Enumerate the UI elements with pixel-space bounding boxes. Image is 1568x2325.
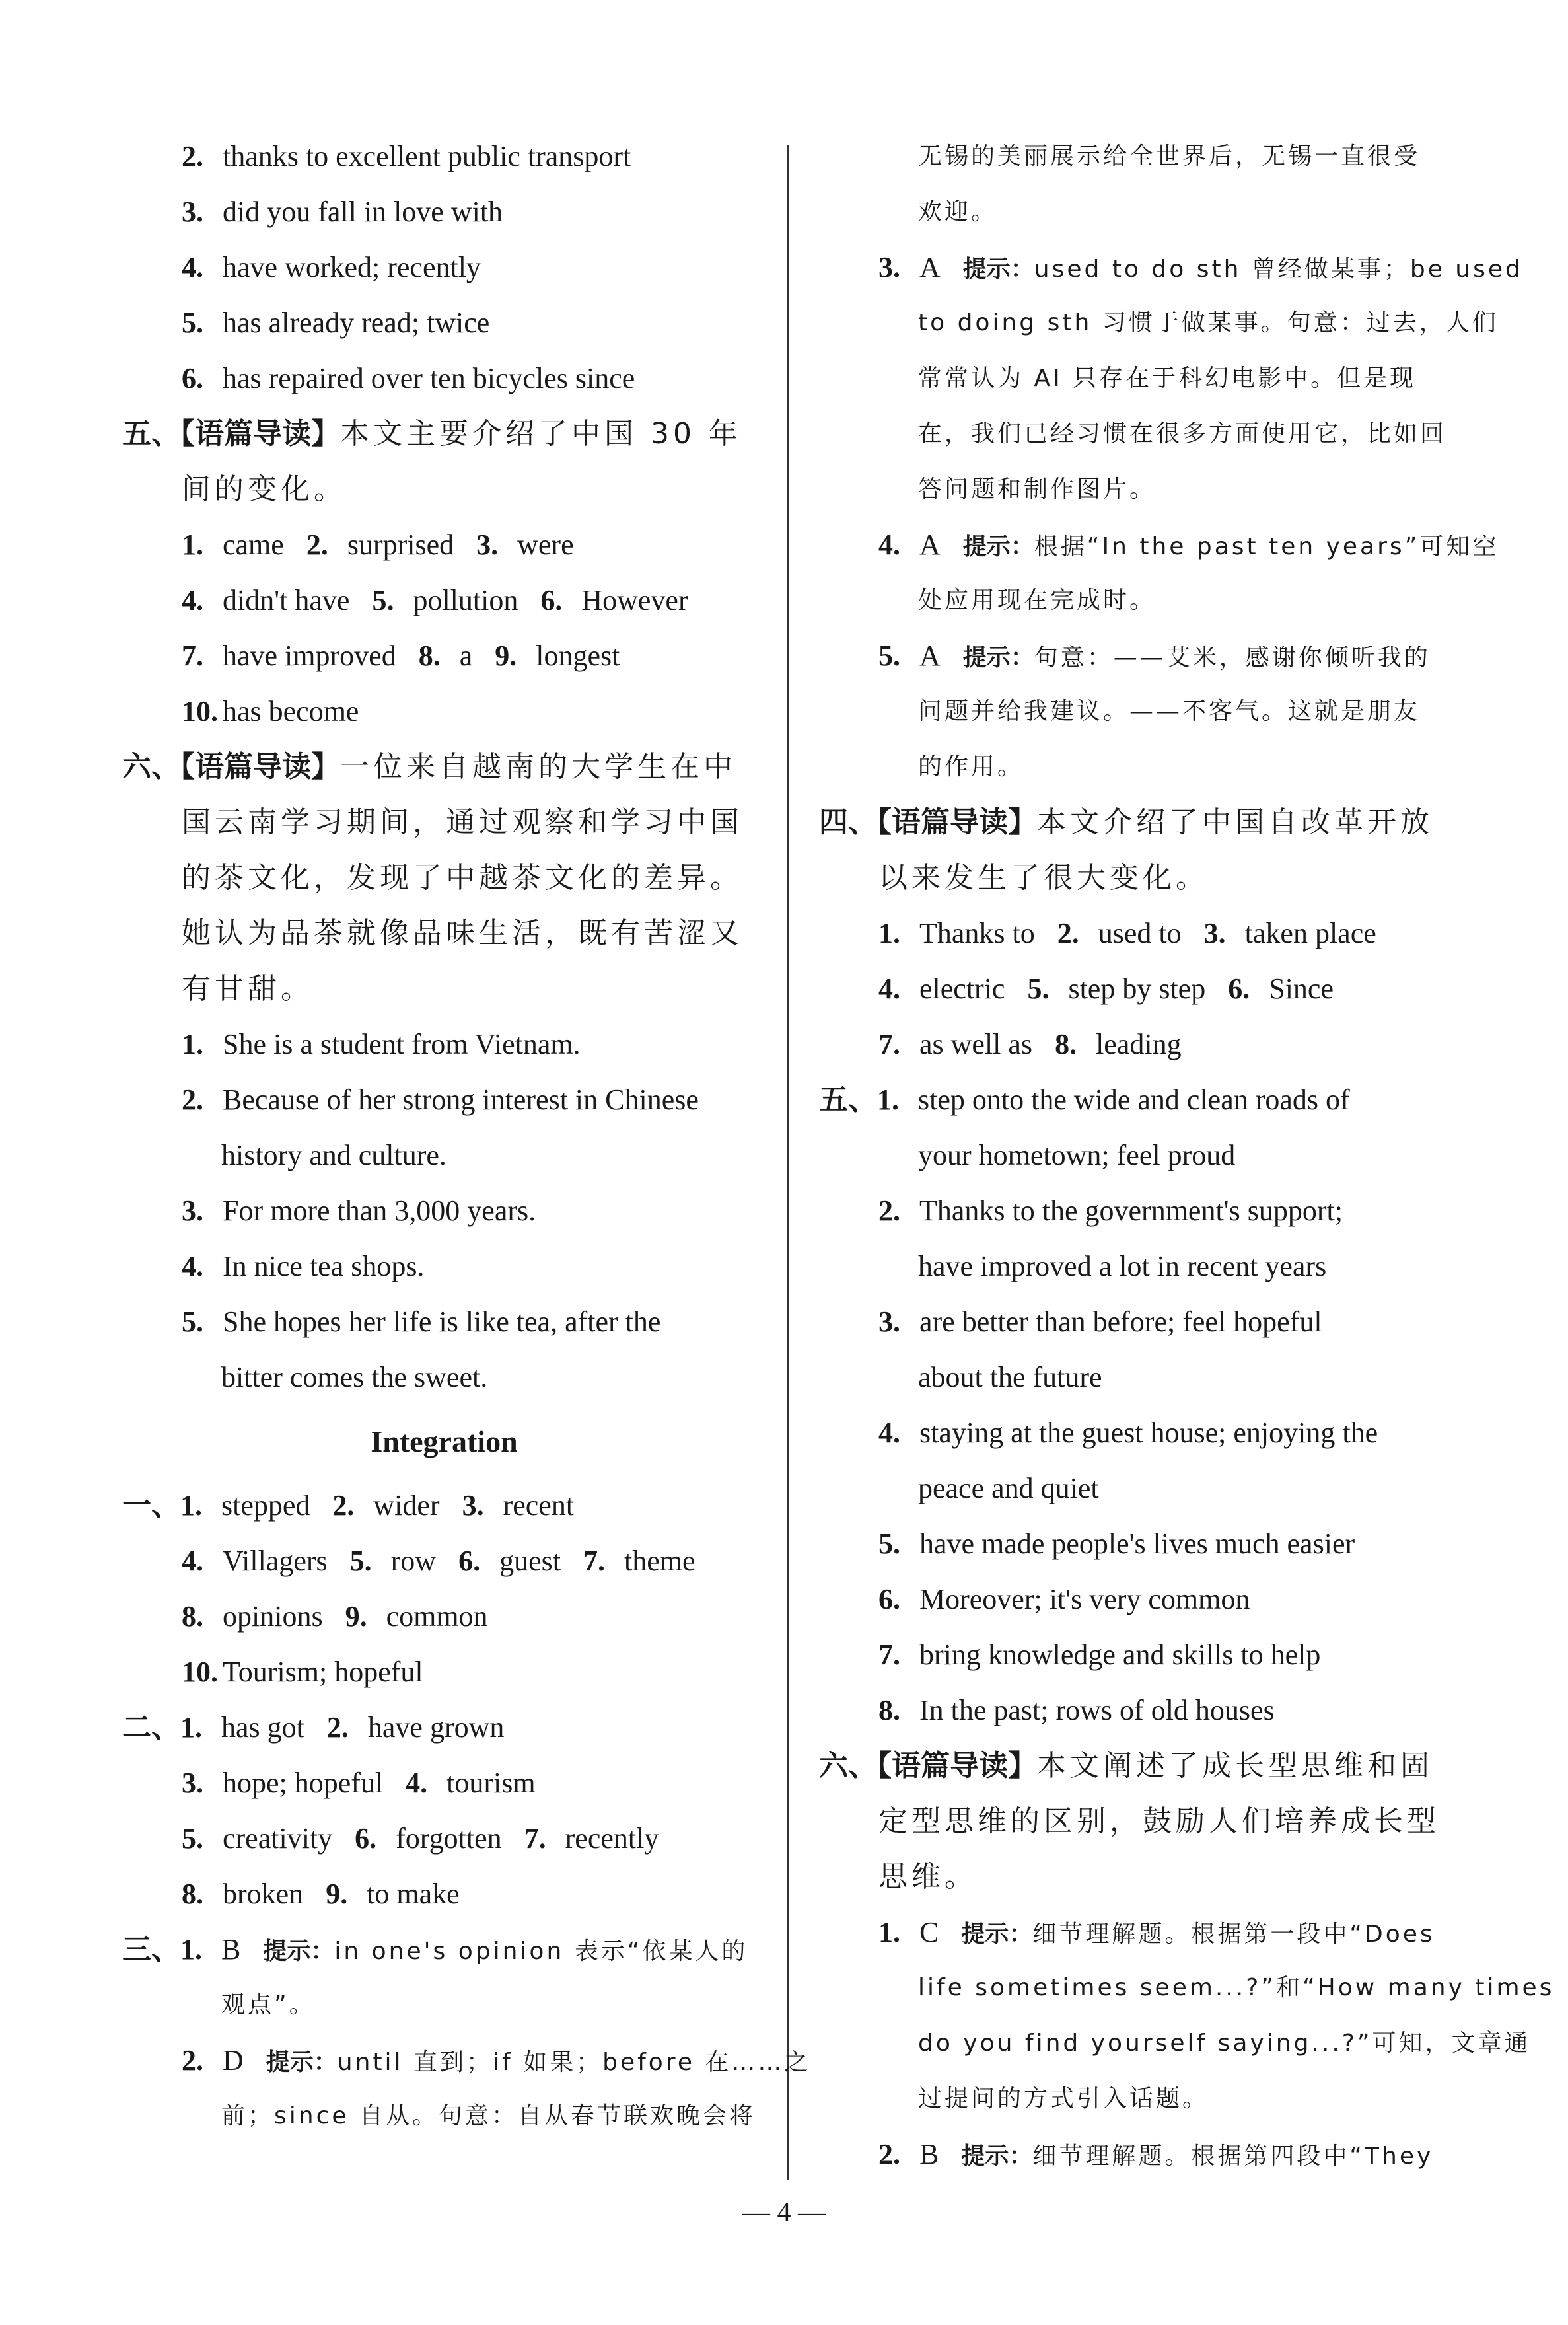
column-divider (787, 145, 789, 2180)
section-six-intro-cont: 有甘甜。 (182, 972, 314, 1006)
answer-line: 5. She hopes her life is like tea, after the (182, 1306, 661, 1338)
answer-line: 8. In the past; rows of old houses (878, 1694, 1275, 1726)
hint-cont: 答问题和制作图片。 (918, 476, 1157, 503)
answer-row: 7. as well as 8. leading (878, 1028, 1182, 1060)
page-number: — 4 — (742, 2197, 826, 2228)
answer-line: 6. has repaired over ten bicycles since (182, 362, 635, 394)
hint-cont: 前；since 自从。句意：自从春节联欢晚会将 (221, 2102, 756, 2129)
answer-line: 2. thanks to excellent public transport (182, 140, 631, 172)
answer-line: 4. In nice tea shops. (182, 1250, 425, 1282)
hint-cont: 问题并给我建议。——不客气。这就是朋友 (918, 698, 1421, 725)
integration-heading: Integration (371, 1424, 518, 1458)
answer-line: 3. For more than 3,000 years. (182, 1195, 536, 1227)
section-six-intro-cont: 的茶文化，发现了中越茶文化的差异。 (182, 861, 743, 895)
section-four-intro: 四、【语篇导读】本文介绍了中国自改革开放 (819, 805, 1433, 839)
hint-cont: 在，我们已经习惯在很多方面使用它，比如回 (918, 420, 1447, 447)
answer-row: 4. electric 5. step by step 6. Since (878, 973, 1334, 1005)
hint-cont: 的作用。 (918, 753, 1024, 780)
hint-cont: 观点”。 (221, 1991, 316, 2018)
hint-cont: 过提问的方式引入话题。 (918, 2085, 1209, 2112)
answer-row: 10. Tourism; hopeful (182, 1656, 423, 1688)
answer-row: 8. broken 9. to make (182, 1878, 460, 1910)
answer-line: 7. bring knowledge and skills to help (878, 1639, 1321, 1671)
hint-cont: do you find yourself saying...?”可知，文章通 (918, 2030, 1531, 2057)
answer-line: 4. have worked; recently (182, 251, 481, 283)
answer-row: 1. came 2. surprised 3. were (182, 529, 574, 561)
section-six-intro: 六、【语篇导读】一位来自越南的大学生在中 (122, 750, 736, 784)
section-six-intro-cont: 她认为品茶就像品味生活，既有苦涩又 (182, 916, 743, 950)
hint-cont: 无锡的美丽展示给全世界后，无锡一直很受 (918, 143, 1421, 170)
answer-line: 3. did you fall in love with (182, 196, 503, 228)
hint-cont: 常常认为 AI 只存在于科幻电影中。但是现 (918, 365, 1417, 392)
section-five-intro: 五、【语篇导读】本文主要介绍了中国 30 年 (122, 417, 742, 451)
answer-line: 5. have made people's lives much easier (878, 1528, 1355, 1560)
answer-line: 5. has already read; twice (182, 307, 490, 339)
choice-answer: 2. B 提示：细节理解题。根据第四段中“They (878, 2138, 1434, 2170)
answer-row: 4. didn't have 5. pollution 6. However (182, 584, 688, 616)
answer-line-cont: your hometown; feel proud (918, 1139, 1236, 1171)
choice-answer: 2. D 提示：until 直到；if 如果；before 在……之 (182, 2044, 811, 2077)
answer-row: 二、1. has got 2. have grown (122, 1711, 505, 1744)
section-six-intro-cont: 思维。 (878, 1860, 978, 1894)
answer-row: 3. hope; hopeful 4. tourism (182, 1767, 536, 1799)
answer-line: 五、1. step onto the wide and clean roads of (819, 1083, 1350, 1117)
right-column (819, 129, 1555, 2182)
answer-line-cont: have improved a lot in recent years (918, 1250, 1327, 1282)
left-column (122, 129, 811, 2144)
answer-line-cont: history and culture. (221, 1139, 446, 1171)
choice-answer: 三、1. B 提示：in one's opinion 表示“依某人的 (122, 1933, 748, 1966)
answer-line: 2. Because of her strong interest in Chinese (182, 1084, 699, 1116)
section-six-intro-cont: 国云南学习期间，通过观察和学习中国 (182, 805, 743, 839)
section-four-intro-cont: 以来发生了很大变化。 (878, 861, 1209, 895)
answer-line: 6. Moreover; it's very common (878, 1583, 1250, 1615)
hint-cont: life sometimes seem...?”和“How many times (918, 1974, 1555, 2001)
section-six-intro: 六、【语篇导读】本文阐述了成长型思维和固 (819, 1749, 1433, 1783)
answer-line-cont: about the future (918, 1361, 1102, 1393)
choice-answer: 4. A 提示：根据“In the past ten years”可知空 (878, 529, 1499, 561)
answer-row: 一、1. stepped 2. wider 3. recent (122, 1489, 575, 1522)
hint-cont: 欢迎。 (918, 198, 998, 225)
answer-line-cont: peace and quiet (918, 1472, 1099, 1504)
choice-answer: 5. A 提示：句意：——艾米，感谢你倾听我的 (878, 640, 1431, 672)
hint-cont: to doing sth 习惯于做某事。句意：过去，人们 (918, 309, 1499, 336)
answer-row: 7. have improved 8. a 9. longest (182, 640, 620, 672)
section-six-intro-cont: 定型思维的区别，鼓励人们培养成长型 (878, 1804, 1440, 1838)
answer-line: 3. are better than before; feel hopeful (878, 1306, 1322, 1338)
choice-answer: 1. C 提示：细节理解题。根据第一段中“Does (878, 1916, 1435, 1948)
answer-row: 5. creativity 6. forgotten 7. recently (182, 1822, 659, 1855)
answer-row: 1. Thanks to 2. used to 3. taken place (878, 917, 1376, 949)
answer-line: 4. staying at the guest house; enjoying the (878, 1417, 1378, 1449)
choice-answer: 3. A 提示：used to do sth 曾经做某事；be used (878, 251, 1523, 283)
hint-cont: 处应用现在完成时。 (918, 587, 1157, 614)
answer-row: 8. opinions 9. common (182, 1600, 488, 1633)
answer-line-cont: bitter comes the sweet. (221, 1361, 488, 1393)
section-five-intro-cont: 间的变化。 (182, 472, 347, 506)
answer-row: 4. Villagers 5. row 6. guest 7. theme (182, 1545, 695, 1577)
answer-line: 1. She is a student from Vietnam. (182, 1028, 581, 1060)
answer-row: 10. has become (182, 695, 359, 727)
answer-line: 2. Thanks to the government's support; (878, 1195, 1343, 1227)
